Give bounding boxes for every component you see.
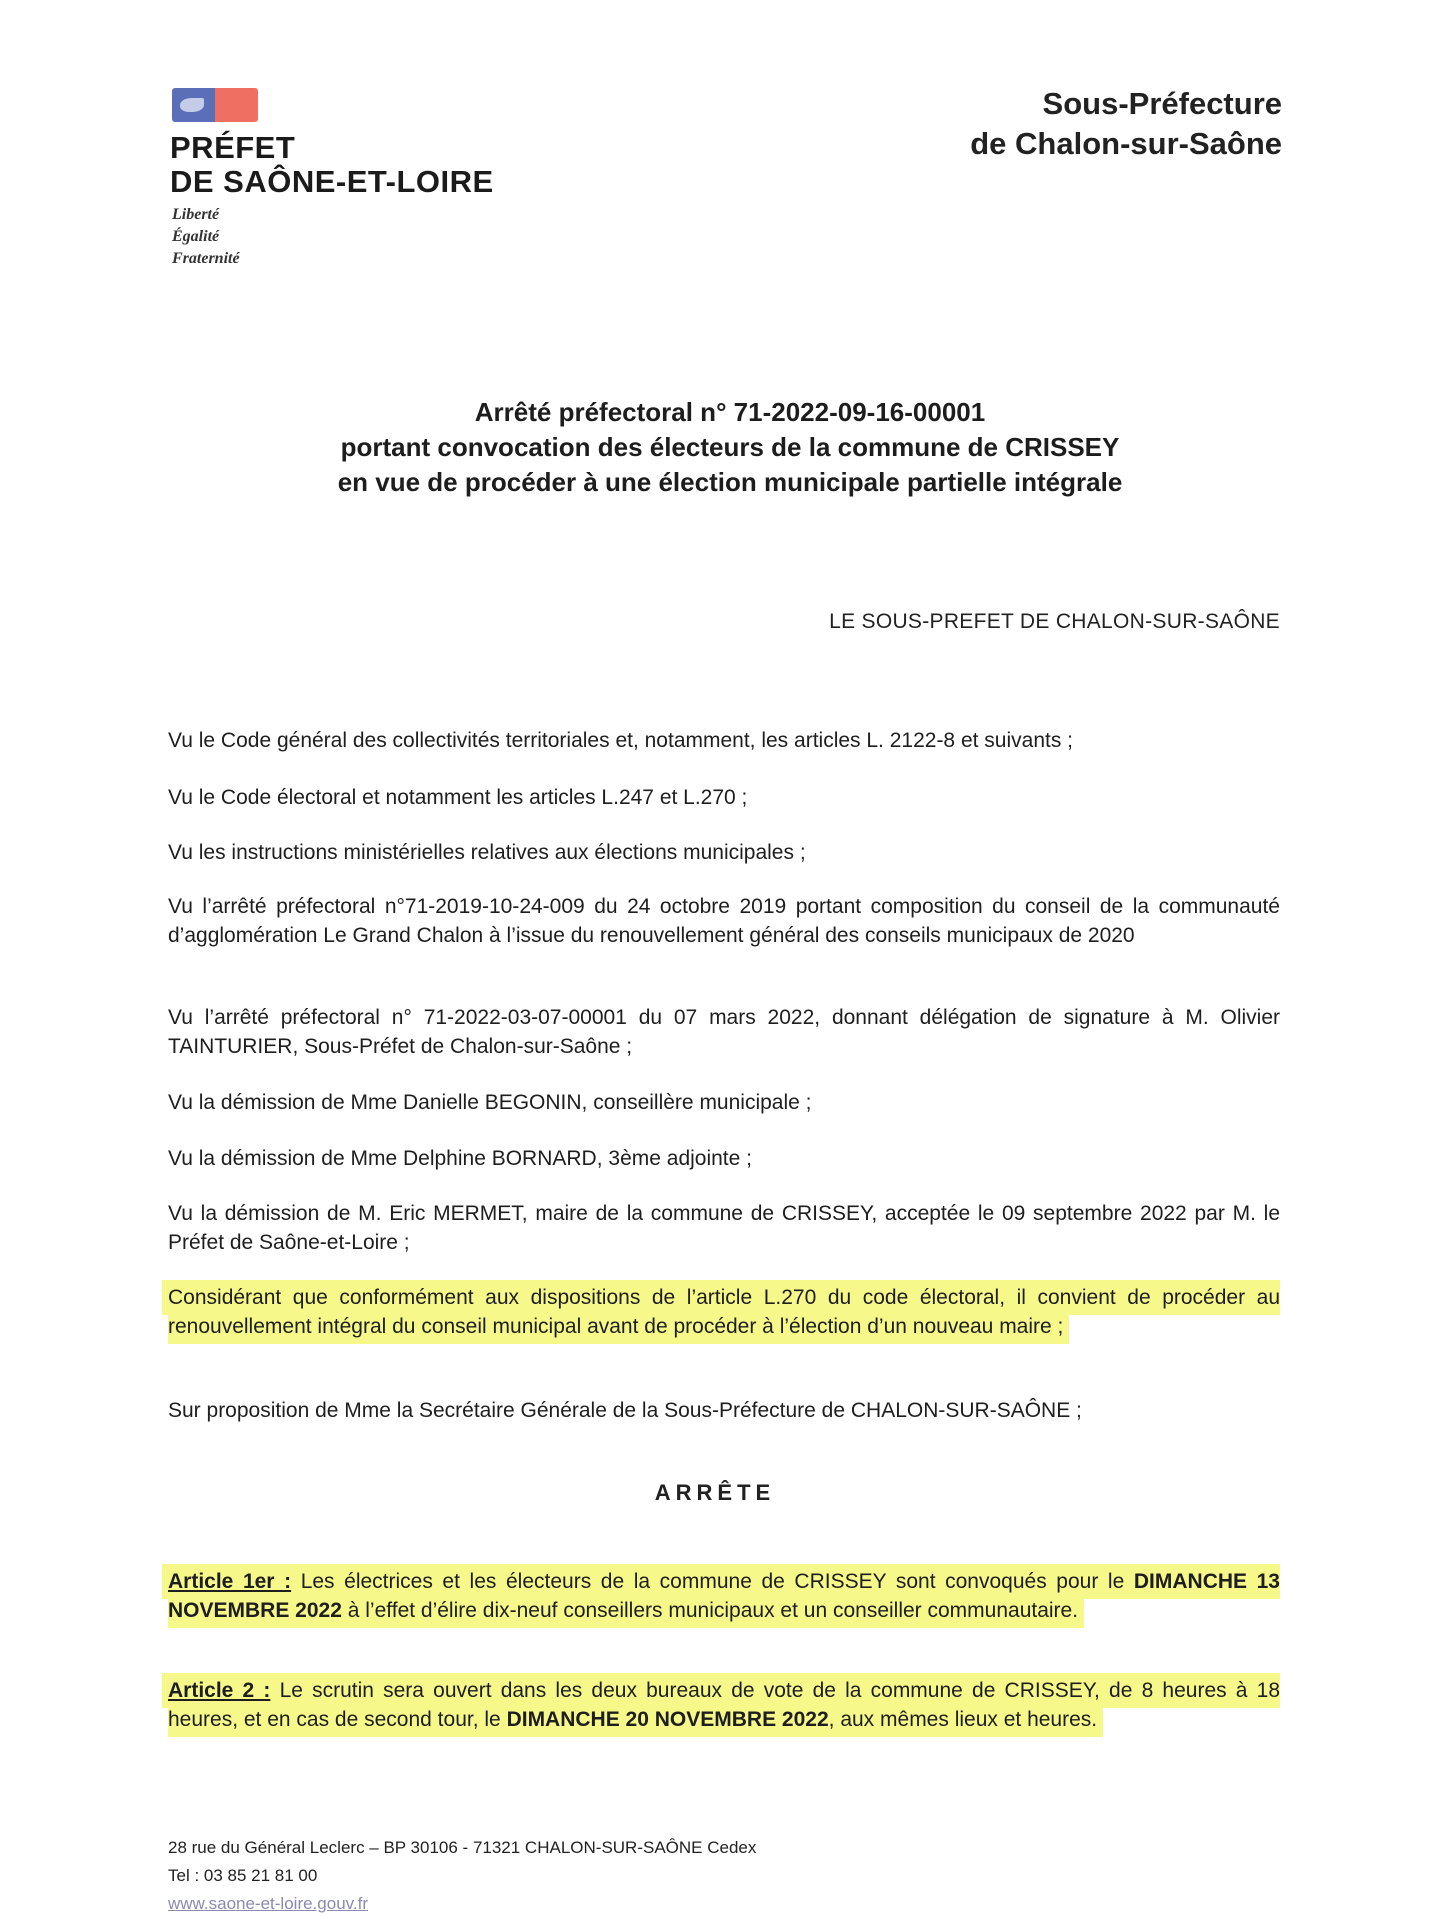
proposition-paragraph: Sur proposition de Mme la Secrétaire Générale de la Sous-Préfecture de CHALON-SUR-SAÔNE ; — [168, 1399, 1082, 1422]
footer-phone: Tel : 03 85 21 81 00 — [168, 1866, 318, 1885]
article-2-text-b: , aux mêmes lieux et heures. — [828, 1708, 1098, 1731]
article-2-highlight — [168, 1679, 1280, 1731]
article-1-text-b: à l’effet d’élire dix-neuf conseillers municipaux et un conseiller communautaire. — [347, 1599, 1079, 1622]
article-1-highlight — [168, 1570, 1280, 1622]
arrete-heading: ARRÊTE — [654, 1480, 776, 1505]
visa-paragraph: Vu la démission de Mme Delphine BORNARD, 3ème adjointe ; — [168, 1147, 752, 1170]
marianne-red-block — [215, 88, 258, 122]
title-line2: portant convocation des électeurs de la commune de CRISSEY — [340, 432, 1120, 462]
considerant-text: Considérant que conformément aux dispositions de l’article L.270 du code électoral, il convient de procéder au renouvellement intégral du conseil municipal avant de procéder à l’élection d’un nouveau maire ; — [168, 1286, 1280, 1338]
article-1-date: DIMANCHE 13 NOVEMBRE 2022 — [168, 1570, 1280, 1622]
article-2-label: Article 2 : — [168, 1679, 271, 1702]
visa-paragraph: Vu la démission de Mme Danielle BEGONIN, conseillère municipale ; — [168, 1091, 812, 1114]
article-2-date: DIMANCHE 20 NOVEMBRE 2022 — [506, 1708, 829, 1731]
sous-prefecture-line1: Sous-Préfecture — [1042, 86, 1282, 121]
prefet-title-line1: PRÉFET — [170, 130, 296, 165]
article-1 — [168, 1567, 1280, 1625]
visa-paragraph: Vu l’arrêté préfectoral n° 71-2022-03-07-00001 du 07 mars 2022, donnant délégation de signature à M. Olivier TAINTURIER, Sous-Préfet de Chalon-sur-Saône ; — [168, 1006, 1280, 1058]
visa-paragraph: Vu la démission de M. Eric MERMET, maire de la commune de CRISSEY, acceptée le 09 septembre 2022 par M. le Préfet de Saône-et-Loire ; — [168, 1202, 1280, 1254]
marianne-logo — [172, 88, 258, 122]
title-line3: en vue de procéder à une élection municipale partielle intégrale — [337, 467, 1123, 497]
authority-line: LE SOUS-PREFET DE CHALON-SUR-SAÔNE — [829, 610, 1280, 633]
footer-address: 28 rue du Général Leclerc – BP 30106 - 71321 CHALON-SUR-SAÔNE Cedex — [168, 1838, 757, 1857]
footer-website-link[interactable]: www.saone-et-loire.gouv.fr — [168, 1894, 368, 1913]
visa-paragraph: Vu les instructions ministérielles relatives aux élections municipales ; — [168, 841, 806, 864]
considerant-paragraph — [168, 1283, 1280, 1341]
prefet-title-line2: DE SAÔNE-ET-LOIRE — [170, 164, 494, 199]
visa-paragraph: Vu le Code électoral et notamment les articles L.247 et L.270 ; — [168, 786, 748, 809]
sous-prefecture-line2: de Chalon-sur-Saône — [970, 126, 1282, 161]
document-title — [200, 395, 1260, 500]
sous-prefecture-header — [970, 84, 1282, 164]
article-2 — [168, 1676, 1280, 1734]
article-1-text-a: Les électrices et les électeurs de la commune de CRISSEY sont convoqués pour le — [300, 1570, 1125, 1593]
visa-paragraph: Vu l’arrêté préfectoral n°71-2019-10-24-009 du 24 octobre 2019 portant composition du conseil de la communauté d’agglomération Le Grand Chalon à l’issue du renouvellement général des conseils municipaux de 2020 — [168, 895, 1280, 947]
marianne-blue-block — [172, 88, 215, 122]
title-line1: Arrêté préfectoral n° 71-2022-09-16-00001 — [474, 397, 986, 427]
motto-liberte: Liberté — [172, 206, 220, 223]
motto-fraternite: Fraternité — [172, 250, 240, 267]
visa-paragraph: Vu le Code général des collectivités territoriales et, notamment, les articles L. 2122-8 et suivants ; — [168, 729, 1073, 752]
article-2-text-a: Le scrutin sera ouvert dans les deux bureaux de vote de la commune de CRISSEY, de 8 heures à 18 heures, et en cas de second tour, le — [168, 1679, 1281, 1731]
motto-egalite: Égalité — [172, 228, 220, 245]
article-1-label: Article 1er : — [168, 1570, 292, 1593]
